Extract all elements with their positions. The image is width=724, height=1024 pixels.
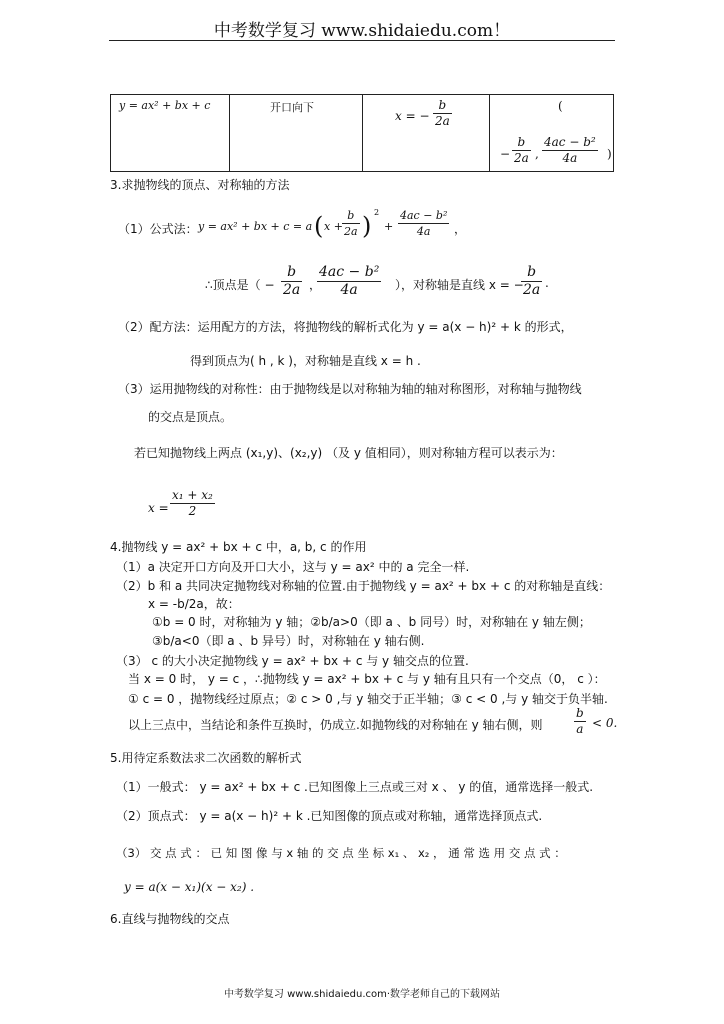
cell-axis-den: 2a xyxy=(435,114,450,128)
sec3-formula-lhs: y = ax² + bx + c = a xyxy=(198,220,313,233)
sec4-line8: ① c = 0 ，抛物线经过原点；② c > 0 ,与 y 轴交于正半轴；③ c < 0 ,与 y 轴交于负半轴. xyxy=(128,692,608,706)
sec4-line9-den: a xyxy=(576,722,584,736)
sec3-vertex-frac1 xyxy=(281,264,302,299)
sec3-formula-frac2 xyxy=(398,208,449,239)
sec3-formula-num2: 4ac − b² xyxy=(400,209,448,222)
sec3-known-points: 若已知抛物线上两点 (x₁,y)、(x₂,y) （及 y 值相同），则对称轴方程可以表示为： xyxy=(134,446,563,460)
sec3-vertex-num2: 4ac − b² xyxy=(319,264,380,280)
sec4-line5: ③b/a<0（即 a 、b 异号）时，对称轴在 y 轴右侧. xyxy=(152,634,425,648)
sec3-method2: （2）配方法：运用配方的方法，将抛物线的解析式化为 y = a(x − h)² + k 的形式， xyxy=(118,320,573,334)
sec4-line9-end: < 0. xyxy=(592,716,618,730)
header-rule xyxy=(109,40,615,41)
sec3-formula-square: 2 xyxy=(374,208,380,217)
cell-vertex-frac1 xyxy=(512,135,531,166)
cell-vertex-den1: 2a xyxy=(514,151,529,165)
sec3-axis-lhs: x = xyxy=(148,501,169,515)
sec3-axis-den: 2 xyxy=(188,504,197,518)
table-cell-axis xyxy=(363,95,490,172)
page-footer: 中考数学复习 www.shidaiedu.com·数学老师自己的下载网站 xyxy=(223,989,501,1000)
sec4-line9-text: 以上三点中，当结论和条件互换时，仍成立.如抛物线的对称轴在 y 轴右侧，则 xyxy=(128,718,543,732)
sec4-title: 4.抛物线 y = ax² + bx + c 中，a, b, c 的作用 xyxy=(110,540,367,554)
sec3-method2-cont: 得到顶点为( h , k )，对称轴是直线 x = h . xyxy=(190,354,421,368)
cell-vertex-minus: − xyxy=(500,147,511,161)
cell-axis-lhs: x = − xyxy=(395,109,430,123)
sec3-formula-label: （1）公式法： xyxy=(118,222,198,236)
cell-vertex-open: ( xyxy=(558,99,563,113)
sec3-vertex-end: . xyxy=(545,276,549,290)
sec3-formula-num: b xyxy=(342,208,360,224)
sec5-line3: （3） 交 点 式 ： 已 知 图 像 与 x 轴 的 交 点 坐 标 x₁ 、 x₂ ， 通 常 选 用 交 点 式 ： xyxy=(116,846,566,860)
sec3-method3-cont: 的交点是顶点。 xyxy=(148,410,233,424)
sec3-method3: （3）运用抛物线的对称性：由于抛物线是以对称轴为轴的轴对称图形，对称轴与抛物线 xyxy=(118,382,582,396)
sec3-vertex-frac3 xyxy=(521,264,542,299)
cell-formula-text: y = ax² + bx + c xyxy=(119,99,211,112)
page-header: 中考数学复习 www.shidaiedu.com！ xyxy=(213,21,511,41)
cell-axis-fraction xyxy=(433,98,452,129)
sec3-axis-frac xyxy=(170,488,215,519)
sec3-vertex-den3: 2a xyxy=(523,282,541,298)
sec3-title: 3.求抛物线的顶点、对称轴的方法 xyxy=(110,178,290,192)
sec3-vertex-num3: b xyxy=(521,264,542,282)
sec4-line6: （3） c 的大小决定抛物线 y = ax² + bx + c 与 y 轴交点的位置. xyxy=(116,654,469,668)
sec3-vertex-den2: 4a xyxy=(340,282,358,298)
sec3-vertex-frac2 xyxy=(317,264,381,299)
sec3-formula-x: x + xyxy=(324,220,343,233)
sec6-title: 6.直线与抛物线的交点 xyxy=(110,912,230,926)
sec3-formula-paren-close: ) xyxy=(362,212,372,240)
sec3-axis-num: x₁ + x₂ xyxy=(172,488,213,502)
sec3-formula-frac1 xyxy=(342,208,360,239)
sec3-vertex-mid: ），对称轴是直线 x = − xyxy=(395,278,524,292)
sec3-formula-end: ， xyxy=(454,222,467,236)
sec3-vertex-comma: ， xyxy=(309,278,322,292)
cell-vertex-close: ) xyxy=(607,147,612,161)
sec4-line9-frac xyxy=(574,706,586,737)
sec4-line3: x = -b/2a，故： xyxy=(148,597,240,611)
parabola-table xyxy=(110,94,614,172)
table-cell-vertex xyxy=(490,95,614,172)
sec3-vertex-den1: 2a xyxy=(283,282,301,298)
cell-vertex-comma: , xyxy=(535,147,539,161)
cell-vertex-num1: b xyxy=(512,135,531,151)
sec4-line9-num: b xyxy=(576,706,584,720)
sec5-line2: （2）顶点式： y = a(x − h)² + k .已知图像的顶点或对称轴，通常选择顶点式. xyxy=(116,809,543,823)
sec3-formula-plus: + xyxy=(384,220,394,233)
cell-opening-text: 开口向下 xyxy=(270,101,314,114)
sec4-line1: （1）a 决定开口方向及开口大小，这与 y = ax² 中的 a 完全一样. xyxy=(116,560,470,574)
sec4-line4: ①b = 0 时，对称轴为 y 轴；②b/a>0（即 a 、b 同号）时，对称轴在 y 轴左侧； xyxy=(152,615,591,629)
sec3-formula-den: 2a xyxy=(344,225,358,238)
table-cell-opening xyxy=(230,95,363,172)
sec3-formula-paren-open: ( xyxy=(314,212,324,240)
sec5-title: 5.用待定系数法求二次函数的解析式 xyxy=(110,751,302,765)
sec5-line1: （1）一般式： y = ax² + bx + c .已知图像上三点或三对 x 、 y 的值，通常选择一般式. xyxy=(116,780,594,794)
sec4-line2: （2）b 和 a 共同决定抛物线对称轴的位置.由于抛物线 y = ax² + bx + c 的对称轴是直线： xyxy=(116,579,611,593)
cell-vertex-den2: 4a xyxy=(562,151,578,165)
cell-axis-num: b xyxy=(433,98,452,114)
sec4-line7: 当 x = 0 时， y = c ，∴抛物线 y = ax² + bx + c 与 y 轴有且只有一个交点（0， c ）： xyxy=(128,672,606,686)
sec3-vertex-prefix: ∴顶点是（ − xyxy=(205,278,275,292)
sec3-vertex-num1: b xyxy=(281,264,302,282)
cell-vertex-frac2 xyxy=(542,135,598,166)
sec3-formula-den2: 4a xyxy=(416,225,431,238)
sec5-line4: y = a(x − x₁)(x − x₂) . xyxy=(124,880,255,894)
cell-vertex-num2: 4ac − b² xyxy=(544,135,596,149)
table-cell-formula xyxy=(111,95,230,172)
